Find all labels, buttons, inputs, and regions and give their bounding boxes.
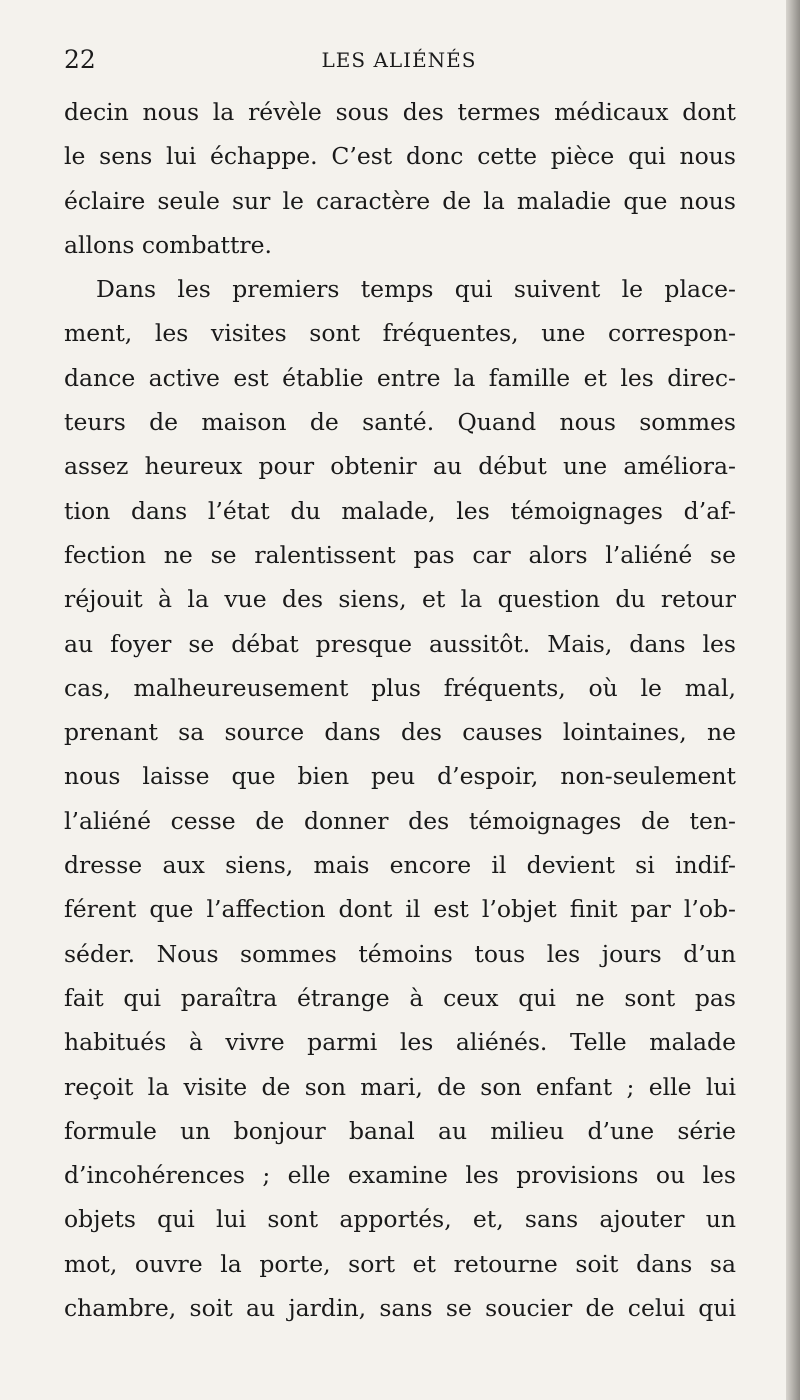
text-line: fait qui paraîtra étrange à ceux qui ne sont pas — [64, 983, 736, 1012]
text-line: habitués à vivre parmi les aliénés. Telle malade — [64, 1028, 736, 1057]
text-line: l’aliéné cesse de donner des témoignages de ten- — [64, 806, 736, 835]
running-title: LES ALIÉNÉS — [321, 48, 477, 72]
text-line: reçoit la visite de son mari, de son enfant ; elle lui — [64, 1072, 736, 1101]
text-line: d’incohérences ; elle examine les provisions ou les — [64, 1161, 736, 1190]
text-line: tion dans l’état du malade, les témoignages d’af- — [64, 496, 736, 525]
paragraph-start-line: Dans les premiers temps qui suivent le place- — [96, 275, 736, 304]
text-line: le sens lui échappe. C’est donc cette pièce qui nous — [64, 142, 736, 171]
page-header — [64, 44, 734, 76]
text-line: cas, malheureusement plus fréquents, où le mal, — [64, 673, 736, 702]
text-line: fection ne se ralentissent pas car alors l’aliéné se — [64, 540, 736, 569]
page-number: 22 — [64, 45, 96, 74]
text-line: férent que l’affection dont il est l’objet finit par l’ob- — [64, 895, 736, 924]
text-line: allons combattre. — [64, 230, 273, 259]
text-line: decin nous la révèle sous des termes médicaux dont — [64, 98, 736, 126]
text-line: dance active est établie entre la famille et les direc- — [64, 363, 736, 392]
text-line: ment, les visites sont fréquentes, une correspon- — [64, 319, 736, 348]
text-line: séder. Nous sommes témoins tous les jours d’un — [64, 939, 736, 968]
text-line: nous laisse que bien peu d’espoir, non-seulement — [64, 762, 736, 791]
text-line: chambre, soit au jardin, sans se soucier de celui qui — [64, 1294, 736, 1323]
text-line: teurs de maison de santé. Quand nous sommes — [64, 408, 736, 437]
text-line: assez heureux pour obtenir au début une améliora- — [64, 452, 736, 481]
text-line: réjouit à la vue des siens, et la question du retour — [64, 585, 736, 614]
text-line: formule un bonjour banal au milieu d’une série — [64, 1116, 736, 1145]
text-line: objets qui lui sont apportés, et, sans ajouter un — [64, 1205, 736, 1234]
body-text — [64, 90, 736, 1330]
page-edge-shadow — [786, 0, 800, 1400]
text-line: prenant sa source dans des causes lointaines, ne — [64, 718, 736, 747]
text-line: mot, ouvre la porte, sort et retourne soit dans sa — [64, 1249, 736, 1278]
text-line: dresse aux siens, mais encore il devient si indif- — [64, 851, 736, 880]
text-line: éclaire seule sur le caractère de la maladie que nous — [64, 186, 736, 215]
text-line: au foyer se débat presque aussitôt. Mais, dans les — [64, 629, 736, 658]
